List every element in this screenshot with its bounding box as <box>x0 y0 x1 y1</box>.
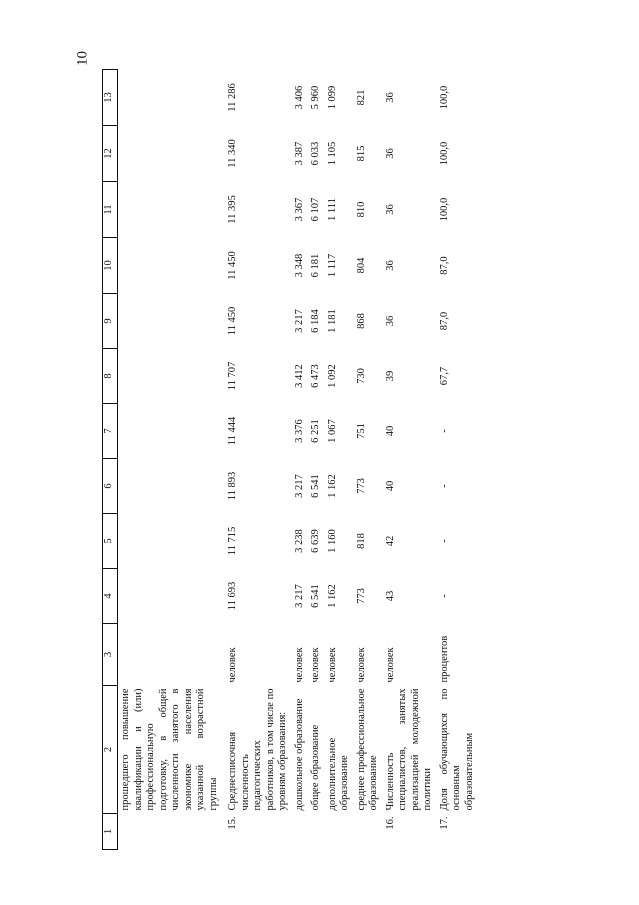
value-cell: 5 960 <box>310 85 321 110</box>
unit-cell: человек <box>227 647 238 683</box>
unit-cell: человек <box>310 647 321 683</box>
row-number <box>308 814 325 850</box>
value-cell: 821 <box>355 89 367 106</box>
column-number-row <box>103 70 118 850</box>
value-cell: 40 <box>384 425 396 437</box>
value-cell: 39 <box>384 370 396 382</box>
value-cell: 1 181 <box>326 309 338 333</box>
value-cell: 6 184 <box>310 309 321 333</box>
value-cell <box>118 294 223 349</box>
value-cell: 6 107 <box>310 197 321 222</box>
row-number: 16. <box>384 816 396 830</box>
value-cell: 1 105 <box>326 141 338 166</box>
value-cell: 11 707 <box>227 361 238 391</box>
column-header: 13 <box>103 70 118 126</box>
value-cell: 11 340 <box>227 139 238 168</box>
table-row <box>118 70 223 850</box>
indicator-label: среднее профессиональное образование <box>355 688 379 811</box>
indicator-label: прошедшего повышение квалификации и (или) профессиональную подготовку, в общей численности занятого в экономике населения указанной возрастной группы <box>120 688 219 811</box>
value-cell <box>118 514 223 569</box>
value-cell: 773 <box>355 588 367 604</box>
value-cell: 87,0 <box>438 256 450 275</box>
value-cell: - <box>438 429 450 433</box>
value-cell: 100,0 <box>438 141 450 166</box>
value-cell: 100,0 <box>438 197 450 222</box>
value-cell: 36 <box>384 92 396 103</box>
indicator-label: Среднесписочная численность педагогических работников, в том числе по уровням образования: <box>227 688 288 811</box>
indicator-label: дошкольное образование <box>293 698 305 811</box>
value-cell: 3 217 <box>293 474 305 498</box>
unit-cell: человек <box>384 647 396 683</box>
value-cell: 11 286 <box>227 83 238 112</box>
indicator-label: Доля обучающихся по основным образовательным <box>438 688 475 811</box>
value-cell: 1 162 <box>326 474 338 498</box>
indicator-label: общее образование <box>310 724 321 811</box>
row-number <box>118 814 223 850</box>
value-cell: 6 181 <box>310 253 321 278</box>
value-cell: 6 251 <box>310 419 321 443</box>
value-cell: 36 <box>384 315 396 327</box>
value-cell: 11 893 <box>227 471 238 501</box>
table-row <box>354 70 383 850</box>
value-cell: - <box>438 539 450 543</box>
value-cell: 36 <box>384 204 396 215</box>
rotated-table-container <box>102 70 612 850</box>
unit-cell <box>118 624 223 686</box>
value-cell: 1 111 <box>326 198 338 221</box>
column-header: 9 <box>103 294 118 349</box>
table-row <box>437 70 479 850</box>
value-cell: 11 450 <box>227 306 238 336</box>
value-cell: 11 450 <box>227 251 238 280</box>
value-cell <box>118 126 223 182</box>
value-cell: 804 <box>355 257 367 274</box>
column-header: 2 <box>103 686 118 814</box>
value-cell: 11 693 <box>227 581 238 611</box>
table-row <box>222 70 292 850</box>
value-cell: 36 <box>384 148 396 159</box>
indicator-label: Численность специалистов, занятых реализацией молодежной политики <box>384 688 433 811</box>
value-cell: - <box>438 594 450 598</box>
value-cell: 810 <box>355 201 367 218</box>
value-cell: 1 099 <box>326 85 338 110</box>
column-header: 12 <box>103 126 118 182</box>
unit-cell: процентов <box>438 635 450 683</box>
column-header: 3 <box>103 624 118 686</box>
value-cell: 11 715 <box>227 526 238 556</box>
value-cell: 42 <box>384 535 396 547</box>
value-cell: 100,0 <box>438 85 450 110</box>
value-cell: 67,7 <box>438 366 450 386</box>
column-header: 8 <box>103 349 118 404</box>
value-cell: 1 117 <box>326 253 338 278</box>
column-header: 10 <box>103 238 118 294</box>
row-number <box>292 814 309 850</box>
value-cell: 3 238 <box>293 529 305 553</box>
value-cell: 3 367 <box>293 197 305 222</box>
indicators-table <box>102 69 478 850</box>
unit-cell: человек <box>293 647 305 683</box>
indicator-label: дополнительное образование <box>326 737 350 811</box>
value-cell <box>118 404 223 459</box>
row-number: 15. <box>227 816 238 830</box>
value-cell: 6 541 <box>310 474 321 498</box>
value-cell: 3 376 <box>293 419 305 443</box>
value-cell: 6 541 <box>310 584 321 608</box>
unit-cell: человек <box>326 647 338 683</box>
value-cell: 3 406 <box>293 85 305 110</box>
value-cell: 6 033 <box>310 141 321 166</box>
column-header: 6 <box>103 459 118 514</box>
value-cell: 40 <box>384 480 396 492</box>
unit-cell: человек <box>355 647 367 683</box>
value-cell: 87,0 <box>438 311 450 331</box>
page-number: 10 <box>74 51 91 66</box>
value-cell: - <box>438 484 450 488</box>
value-cell: 1 092 <box>326 364 338 388</box>
column-header: 11 <box>103 182 118 238</box>
value-cell: 818 <box>355 533 367 549</box>
table-row <box>383 70 437 850</box>
table-row <box>308 70 325 850</box>
value-cell <box>118 349 223 404</box>
column-header: 4 <box>103 569 118 624</box>
value-cell: 751 <box>355 423 367 439</box>
table-row <box>292 70 309 850</box>
value-cell: 11 444 <box>227 416 238 446</box>
table-body <box>103 70 479 850</box>
value-cell <box>118 459 223 514</box>
value-cell: 1 160 <box>326 529 338 553</box>
column-header: 5 <box>103 514 118 569</box>
value-cell: 815 <box>355 145 367 162</box>
column-header: 1 <box>103 814 118 850</box>
table-row <box>325 70 354 850</box>
value-cell: 11 395 <box>227 195 238 224</box>
value-cell: 6 473 <box>310 364 321 388</box>
value-cell <box>118 182 223 238</box>
value-cell: 3 348 <box>293 253 305 278</box>
row-number <box>325 814 354 850</box>
value-cell: 1 162 <box>326 584 338 608</box>
value-cell <box>118 70 223 126</box>
value-cell <box>118 238 223 294</box>
value-cell: 43 <box>384 590 396 602</box>
value-cell: 3 217 <box>293 309 305 333</box>
value-cell: 36 <box>384 260 396 271</box>
value-cell: 773 <box>355 478 367 494</box>
row-number: 17. <box>438 816 450 830</box>
column-header: 7 <box>103 404 118 459</box>
value-cell: 3 412 <box>293 364 305 388</box>
value-cell: 6 639 <box>310 529 321 553</box>
value-cell: 730 <box>355 368 367 384</box>
row-number <box>354 814 383 850</box>
value-cell: 1 067 <box>326 419 338 443</box>
value-cell: 3 387 <box>293 141 305 166</box>
value-cell: 868 <box>355 313 367 329</box>
value-cell: 3 217 <box>293 584 305 608</box>
value-cell <box>118 569 223 624</box>
